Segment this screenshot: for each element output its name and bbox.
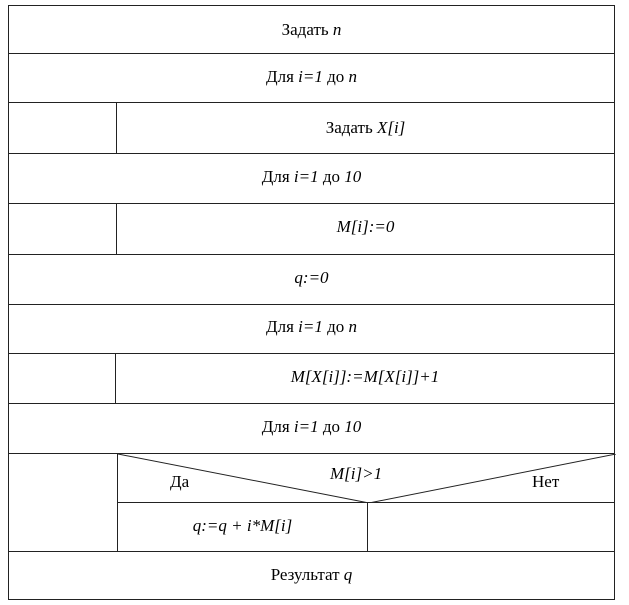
sum-block <box>117 502 368 552</box>
loop-1-label: Для i=1 до n <box>265 67 357 86</box>
loop-2-indent <box>8 203 117 255</box>
condition-no-label: Нет <box>532 472 560 491</box>
loop-3-header <box>8 304 615 354</box>
loop-3-label: Для i=1 до n <box>265 317 357 336</box>
loop-4-label: Для i=1 до 10 <box>261 417 362 436</box>
loop-2-label: Для i=1 до 10 <box>261 167 362 186</box>
condition-yes-label: Да <box>170 472 190 491</box>
input-x-block <box>116 102 615 154</box>
init-q-block <box>8 254 615 305</box>
loop-3-indent <box>8 353 116 404</box>
sum-label: q:=q + i*M[i] <box>192 516 293 535</box>
condition-block <box>117 453 615 503</box>
init-m-label: M[i]:=0 <box>336 217 395 236</box>
condition-label: M[i]>1 <box>330 464 383 483</box>
loop-1-header <box>8 53 615 103</box>
else-empty-block <box>367 502 615 552</box>
input-n-label: Задать n <box>281 20 342 39</box>
loop-4-indent <box>8 453 118 552</box>
init-m-block <box>116 203 615 255</box>
input-x-label: Задать X[i] <box>325 118 406 137</box>
output-q-block <box>8 551 615 600</box>
count-block <box>115 353 615 404</box>
loop-2-header <box>8 153 615 204</box>
loop-4-header <box>8 403 615 454</box>
input-n-block <box>8 5 615 54</box>
init-q-label: q:=0 <box>294 268 329 287</box>
output-q-label: Результат q <box>270 565 353 584</box>
loop-1-indent <box>8 102 117 154</box>
count-label: M[X[i]]:=M[X[i]]+1 <box>290 367 440 386</box>
